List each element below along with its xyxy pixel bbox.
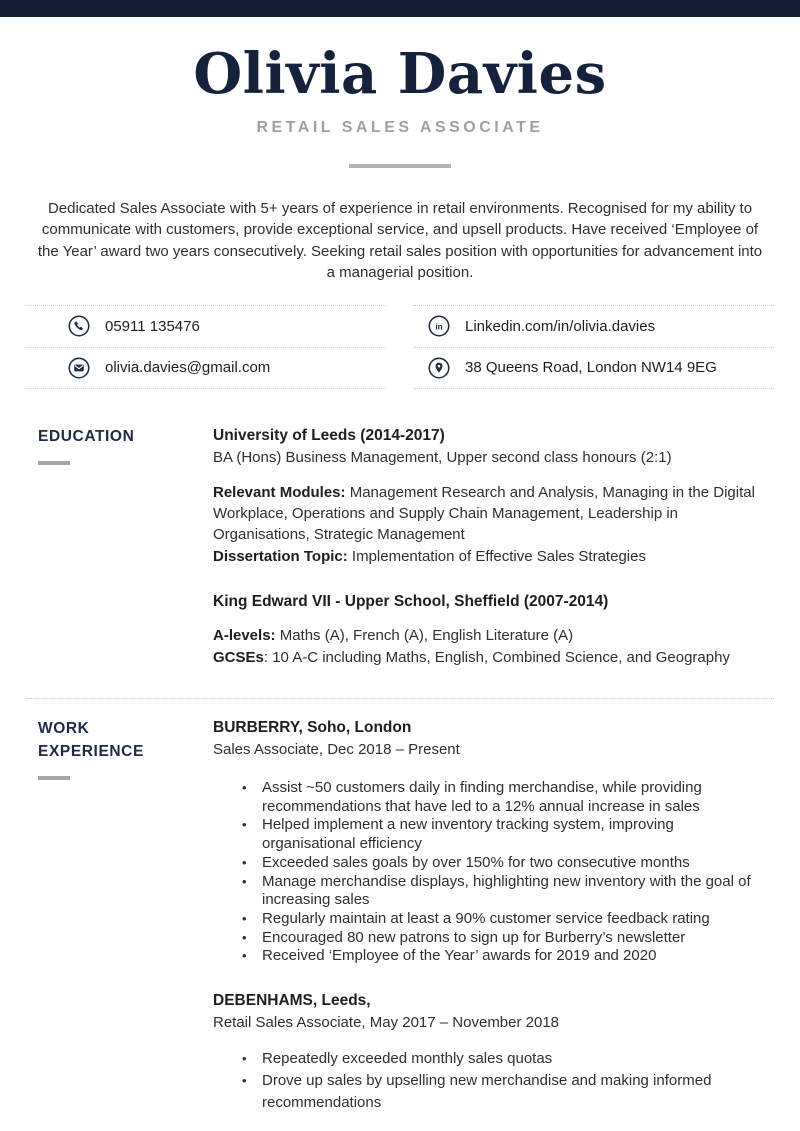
education-section: [0, 389, 800, 668]
top-accent-bar: [0, 0, 800, 17]
linkedin-icon: [428, 315, 450, 337]
contact-grid: [26, 305, 774, 389]
svg-text:in: in: [435, 322, 443, 332]
dissertation-label: Dissertation Topic:: [213, 547, 348, 565]
bullet-item: • Encouraged 80 new patrons to sign up for Burberry’s newsletter: [240, 929, 770, 948]
job-company: BURBERRY, Soho, London: [213, 719, 412, 737]
bullet-item: • Exceeded sales goals by over 150% for two consecutive months: [240, 854, 770, 873]
education-heading: EDUCATION: [38, 427, 135, 445]
alevels-text: Maths (A), French (A), English Literature (A): [275, 627, 574, 645]
job-title: RETAIL SALES ASSOCIATE: [256, 119, 544, 136]
education-body: [213, 425, 770, 668]
modules-label: Relevant Modules:: [213, 483, 346, 501]
dissertation-text: Implementation of Effective Sales Strategies: [347, 547, 646, 565]
education-label-column: [30, 425, 213, 668]
job-role: Retail Sales Associate, May 2017 – November 2018: [213, 1014, 560, 1032]
contact-email: [26, 347, 386, 389]
bullet-item: • Regularly maintain at least a 90% customer service feedback rating: [240, 910, 770, 929]
bullet-item: • Drove up sales by upselling new merchandise and making informed recommendations: [240, 1070, 770, 1114]
bullet-item: • Assist ~50 customers daily in finding merchandise, while providing recommendations that have led to a 12% annual increase in sales: [240, 779, 770, 816]
contact-phone: [26, 305, 386, 347]
bullet-item: • Repeatedly exceeded monthly sales quotas: [240, 1048, 770, 1070]
work-experience-body: [213, 717, 770, 1113]
contact-linkedin: [414, 305, 774, 347]
education-entry-title: University of Leeds (2014-2017): [213, 426, 445, 444]
person-name: Olivia Davies: [193, 41, 607, 107]
bullet-item: • Helped implement a new inventory tracking system, improving organisational efficiency: [240, 816, 770, 853]
education-entry-title: King Edward VII - Upper School, Sheffield (2007-2014): [213, 593, 609, 611]
location-icon: [428, 357, 450, 379]
work-heading-dash: [38, 776, 70, 780]
phone-value: 05911 135476: [105, 317, 200, 335]
header-divider: [349, 164, 451, 168]
linkedin-value: Linkedin.com/in/olivia.davies: [465, 317, 656, 335]
address-value: 38 Queens Road, London NW14 9EG: [465, 359, 717, 377]
bullet-item: • Manage merchandise displays, highlighting new inventory with the goal of increasing sales: [240, 873, 770, 910]
job-role: Sales Associate, Dec 2018 – Present: [213, 741, 460, 759]
job-bullet-list: [240, 779, 770, 966]
bullet-item: • Received ‘Employee of the Year’ awards for 2019 and 2020: [240, 947, 770, 966]
work-experience-section: [0, 699, 800, 1113]
gcses-label: GCSEs: [213, 648, 264, 666]
email-icon: [68, 357, 90, 379]
education-entry-degree: BA (Hons) Business Management, Upper second class honours (2:1): [213, 448, 672, 466]
job-bullet-list: [240, 1048, 770, 1113]
work-experience-heading: WORK EXPERIENCE: [38, 720, 144, 761]
contact-address: [414, 347, 774, 389]
education-modules: [213, 482, 770, 568]
phone-icon: [68, 315, 90, 337]
job-company: DEBENHAMS, Leeds,: [213, 992, 371, 1010]
education-heading-dash: [38, 461, 70, 465]
work-label-column: [30, 717, 213, 1113]
education-grades: [213, 625, 770, 668]
modules-text: Management Research and Analysis, Managing in the Digital Workplace, Operations and Supply Chain Management, Leadership in Organisations, Strategic Management: [213, 483, 755, 544]
email-value: olivia.davies@gmail.com: [105, 359, 271, 377]
summary-paragraph: Dedicated Sales Associate with 5+ years of experience in retail environments. Recognised for my ability to communicate with customers, provide exceptional service, and upsell products. Have received ‘Employee of the Year’ award two years consecutively. Seeking retail sales position with opportunities for advancement into a managerial position.: [37, 200, 763, 282]
alevels-label: A-levels:: [213, 627, 276, 645]
gcses-text: : 10 A-C including Maths, English, Combined Science, and Geography: [263, 648, 730, 666]
